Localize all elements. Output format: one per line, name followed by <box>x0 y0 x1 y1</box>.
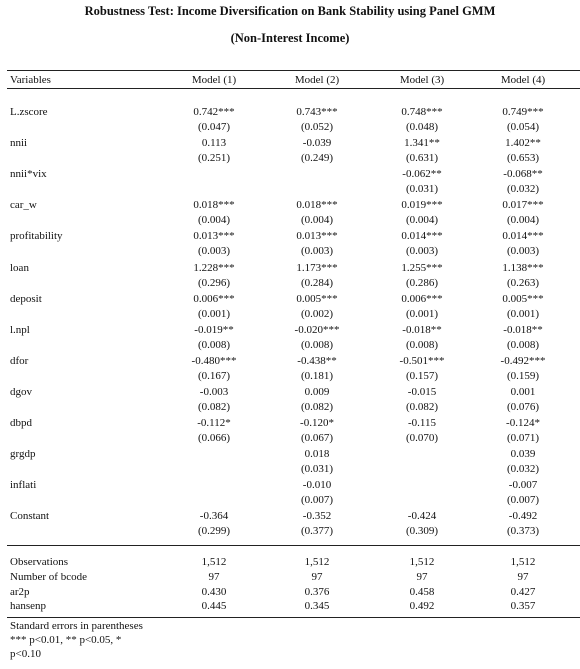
coef-cell: 0.749*** <box>502 106 544 118</box>
coef-cell: 0.005*** <box>296 292 338 305</box>
se-cell: (0.008) <box>197 338 231 351</box>
se-cell: (0.309) <box>405 525 439 538</box>
se-cell: (0.373) <box>506 525 540 538</box>
row-label: inflati <box>10 479 37 492</box>
coef-cell: -0.018** <box>402 323 442 336</box>
se-cell: (0.032) <box>506 463 540 476</box>
coef-cell: -0.007 <box>508 479 538 492</box>
rule-bottom <box>7 617 580 618</box>
coef-cell: -0.068** <box>503 168 543 181</box>
se-cell: (0.048) <box>405 121 439 133</box>
row-label: L.zscore <box>10 106 48 118</box>
coef-cell: 0.017*** <box>502 199 544 212</box>
coef-cell: 1.341** <box>404 137 440 150</box>
stat-cell: 0.376 <box>304 585 330 598</box>
se-cell: (0.004) <box>405 214 439 227</box>
coef-cell: -0.120* <box>300 417 334 429</box>
coef-cell: 0.014*** <box>502 230 544 243</box>
coef-cell: -0.124* <box>506 417 540 429</box>
se-cell: (0.054) <box>506 121 540 133</box>
se-cell: (0.008) <box>405 338 439 351</box>
coef-cell: -0.501*** <box>399 354 445 367</box>
se-cell: (0.052) <box>300 121 334 133</box>
stat-cell: 1,512 <box>304 556 330 568</box>
se-cell: (0.008) <box>506 338 540 351</box>
stat-cell: 97 <box>517 570 529 583</box>
stat-cell: 0.492 <box>409 600 435 613</box>
se-cell: (0.003) <box>405 245 439 258</box>
coef-cell: 0.006*** <box>401 292 443 305</box>
row-label: grgdp <box>10 448 36 461</box>
se-cell: (0.071) <box>506 432 540 444</box>
stat-cell: 0.357 <box>510 600 536 613</box>
se-cell: (0.007) <box>300 494 334 507</box>
coef-cell: -0.019** <box>194 323 234 336</box>
row-label: dfor <box>10 354 29 367</box>
column-header-model-3: Model (3) <box>399 74 445 86</box>
stat-cell: 0.427 <box>510 585 536 598</box>
stat-label: Observations <box>10 556 69 568</box>
row-label: profitability <box>10 230 63 243</box>
se-cell: (0.082) <box>197 400 231 413</box>
se-cell: (0.076) <box>506 400 540 413</box>
coef-cell: 0.013*** <box>296 230 338 243</box>
se-cell: (0.159) <box>506 369 540 382</box>
row-label: nnii <box>10 137 28 150</box>
se-cell: (0.066) <box>197 432 231 444</box>
se-cell: (0.008) <box>300 338 334 351</box>
stat-cell: 1,512 <box>201 556 227 568</box>
se-cell: (0.067) <box>300 432 334 444</box>
coef-cell: -0.018** <box>503 323 543 336</box>
stat-label: Number of bcode <box>10 570 87 583</box>
se-cell: (0.070) <box>405 432 439 444</box>
stat-cell: 0.458 <box>409 585 435 598</box>
table-subtitle: (Non-Interest Income) <box>230 31 350 45</box>
stat-cell: 97 <box>416 570 428 583</box>
row-label: dbpd <box>10 417 32 429</box>
se-cell: (0.004) <box>506 214 540 227</box>
coef-cell: -0.020*** <box>294 323 340 336</box>
coef-cell: -0.062** <box>402 168 442 181</box>
coef-cell: 0.742*** <box>193 106 235 118</box>
coef-cell: 0.743*** <box>296 106 338 118</box>
table-title: Robustness Test: Income Diversification on Bank Stability using Panel GMM <box>84 4 496 18</box>
se-cell: (0.263) <box>506 276 540 289</box>
rule-stats <box>7 545 580 546</box>
coef-cell: -0.015 <box>407 385 437 398</box>
stat-cell: 97 <box>208 570 220 583</box>
coef-cell: -0.003 <box>199 385 229 398</box>
row-label: dgov <box>10 385 32 398</box>
se-cell: (0.003) <box>197 245 231 258</box>
se-cell: (0.296) <box>197 276 231 289</box>
se-cell: (0.284) <box>300 276 334 289</box>
coef-cell: 0.001 <box>510 385 536 398</box>
se-cell: (0.001) <box>197 307 231 320</box>
stat-label: ar2p <box>10 585 30 598</box>
coef-cell: 0.019*** <box>401 199 443 212</box>
coef-cell: -0.492 <box>508 510 538 523</box>
coef-cell: -0.352 <box>302 510 332 523</box>
se-cell: (0.004) <box>197 214 231 227</box>
se-cell: (0.377) <box>300 525 334 538</box>
coef-cell: 0.005*** <box>502 292 544 305</box>
coef-cell: 0.039 <box>510 448 536 461</box>
se-cell: (0.001) <box>405 307 439 320</box>
se-cell: (0.082) <box>405 400 439 413</box>
coef-cell: 1.255*** <box>401 261 443 274</box>
row-label: nnii*vix <box>10 168 47 181</box>
row-label: l.npl <box>10 323 30 336</box>
coef-cell: 0.009 <box>304 385 330 398</box>
column-header-variables: Variables <box>10 74 51 86</box>
stat-label: hansenp <box>10 600 47 613</box>
stat-cell: 1,512 <box>409 556 435 568</box>
column-header-model-4: Model (4) <box>500 74 546 86</box>
se-cell: (0.032) <box>506 183 540 196</box>
se-cell: (0.286) <box>405 276 439 289</box>
coef-cell: 0.748*** <box>401 106 443 118</box>
se-cell: (0.631) <box>405 152 439 165</box>
row-label: loan <box>10 261 29 274</box>
se-cell: (0.007) <box>506 494 540 507</box>
stat-cell: 0.345 <box>304 600 330 613</box>
table-note: *** p<0.01, ** p<0.05, * <box>10 634 122 646</box>
se-cell: (0.167) <box>197 369 231 382</box>
stat-cell: 0.430 <box>201 585 227 598</box>
row-label: deposit <box>10 292 42 305</box>
se-cell: (0.002) <box>300 307 334 320</box>
se-cell: (0.001) <box>506 307 540 320</box>
table-note: p<0.10 <box>10 648 41 660</box>
coef-cell: 0.013*** <box>193 230 235 243</box>
coef-cell: -0.039 <box>302 137 332 150</box>
se-cell: (0.249) <box>300 152 334 165</box>
se-cell: (0.653) <box>506 152 540 165</box>
se-cell: (0.181) <box>300 369 334 382</box>
coef-cell: -0.480*** <box>191 354 237 367</box>
se-cell: (0.251) <box>197 152 231 165</box>
column-header-model-2: Model (2) <box>294 74 340 86</box>
row-label: car_w <box>10 199 37 212</box>
se-cell: (0.299) <box>197 525 231 538</box>
rule-header <box>7 88 580 89</box>
coef-cell: 0.018*** <box>193 199 235 212</box>
stat-cell: 97 <box>311 570 323 583</box>
se-cell: (0.082) <box>300 400 334 413</box>
coef-cell: -0.112* <box>197 417 231 429</box>
table-note: Standard errors in parentheses <box>10 620 143 632</box>
coef-cell: -0.492*** <box>500 354 546 367</box>
se-cell: (0.031) <box>405 183 439 196</box>
se-cell: (0.003) <box>300 245 334 258</box>
se-cell: (0.157) <box>405 369 439 382</box>
coef-cell: 1.228*** <box>193 261 235 274</box>
coef-cell: -0.115 <box>407 417 436 429</box>
column-header-model-1: Model (1) <box>191 74 237 86</box>
coef-cell: 0.113 <box>201 137 227 150</box>
coef-cell: -0.010 <box>302 479 332 492</box>
row-label: Constant <box>10 510 50 523</box>
coef-cell: 0.018*** <box>296 199 338 212</box>
coef-cell: 1.138*** <box>502 261 544 274</box>
rule-top <box>7 70 580 71</box>
coef-cell: -0.424 <box>407 510 437 523</box>
coef-cell: 0.018 <box>304 448 330 461</box>
coef-cell: -0.364 <box>199 510 229 523</box>
coef-cell: -0.438** <box>297 354 337 367</box>
stat-cell: 0.445 <box>201 600 227 613</box>
coef-cell: 1.173*** <box>296 261 338 274</box>
se-cell: (0.047) <box>197 121 231 133</box>
se-cell: (0.031) <box>300 463 334 476</box>
coef-cell: 1.402** <box>505 137 541 150</box>
coef-cell: 0.006*** <box>193 292 235 305</box>
se-cell: (0.003) <box>506 245 540 258</box>
stat-cell: 1,512 <box>510 556 536 568</box>
se-cell: (0.004) <box>300 214 334 227</box>
coef-cell: 0.014*** <box>401 230 443 243</box>
